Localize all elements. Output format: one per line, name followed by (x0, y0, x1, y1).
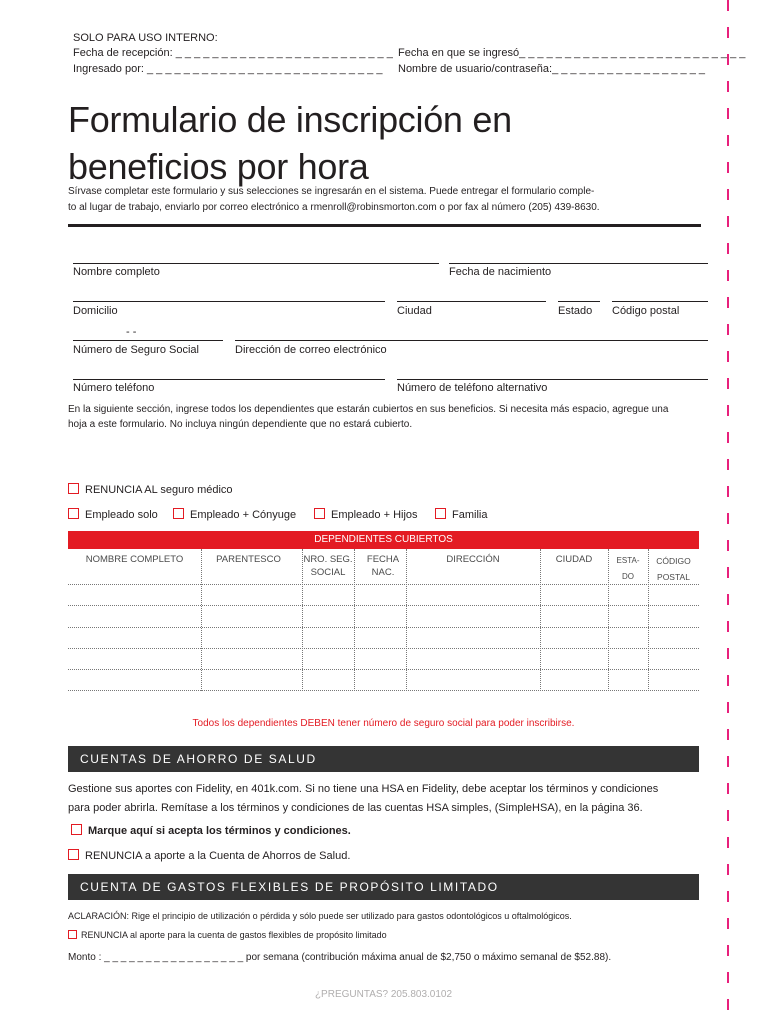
received-date-field[interactable]: Fecha de recepción: _ _ _ _ _ _ _ _ _ _ _ _ _ _ _ _ _ _ _ _ _ _ _ _ (73, 47, 393, 59)
intro-text-line-2: to al lugar de trabajo, enviarlo por correo electrónico a rmenroll@robinsmorton.com o por fax al número (205) 439-8630. (68, 202, 600, 213)
col-header-city: CIUDAD (555, 554, 593, 565)
questions-phone: ¿PREGUNTAS? 205.803.0102 (314, 989, 453, 1000)
col-header-state-line-2: DO (622, 572, 634, 581)
employee-only-label: Empleado solo (85, 509, 158, 521)
full-name-label: Nombre completo (73, 266, 160, 278)
waive-medical-option[interactable] (68, 483, 233, 497)
dependents-table-title: DEPENDIENTES CUBIERTOS (68, 531, 699, 549)
hsa-accept-checkbox[interactable] (71, 824, 82, 835)
col-header-zip-line-2: POSTAL (657, 572, 690, 582)
date-entered-field[interactable]: Fecha en que se ingresó_ _ _ _ _ _ _ _ _ _ _ _ _ _ _ _ _ _ _ _ _ _ _ _ _ (398, 47, 746, 59)
fsa-waive-checkbox[interactable] (68, 930, 77, 939)
title-divider (68, 224, 701, 227)
col-header-dob-line-2: NAC. (371, 567, 395, 578)
page-title-line-2: beneficios por hora (68, 146, 369, 187)
page-title-line-1: Formulario de inscripción en (68, 99, 512, 140)
employee-children-label: Empleado + Hijos (331, 509, 418, 521)
hsa-accept-label: Marque aquí si acepta los términos y condiciones. (88, 825, 351, 837)
zip-label: Código postal (612, 305, 680, 317)
col-header-dob-line-1: FECHA (366, 554, 400, 565)
waive-medical-checkbox[interactable] (68, 483, 79, 494)
col-header-dob (360, 553, 406, 579)
hsa-waive-label: RENUNCIA a aporte a la Cuenta de Ahorros de Salud. (85, 850, 351, 862)
table-row[interactable] (68, 669, 699, 670)
birth-date-line[interactable] (449, 263, 708, 264)
employee-only-option[interactable] (68, 508, 158, 522)
family-label: Familia (452, 509, 488, 521)
hsa-accept-option[interactable] (71, 824, 351, 838)
ssn-required-warning: Todos los dependientes DEBEN tener número de seguro social para poder inscribirse. (192, 718, 575, 729)
phone-line[interactable] (73, 379, 385, 380)
fsa-clarification: ACLARACIÓN: Rige el principio de utilización o pérdida y sólo puede ser utilizado para gastos odontológicos u oftalmológicos. (68, 911, 572, 921)
ssn-label: Número de Seguro Social (73, 344, 199, 356)
employee-children-option[interactable] (314, 508, 418, 522)
table-row[interactable] (68, 605, 699, 606)
family-option[interactable] (435, 508, 487, 522)
table-row[interactable] (68, 627, 699, 628)
employee-only-checkbox[interactable] (68, 508, 79, 519)
col-header-address: DIRECCIÓN (446, 554, 500, 565)
col-header-zip-line-1: CÓDIGO (656, 556, 691, 566)
employee-spouse-label: Empleado + Cónyuge (190, 509, 297, 521)
page-title (68, 96, 512, 190)
hsa-text-line-2: para poder abrirla. Remítase a los términos y condiciones de las cuentas HSA simples, (SimpleHSA), en la página 36. (68, 802, 643, 814)
alt-phone-line[interactable] (397, 379, 708, 380)
alt-phone-label: Número de teléfono alternativo (397, 382, 548, 394)
col-header-state (608, 553, 648, 585)
col-header-state-line-1: ESTA- (616, 556, 640, 565)
ssn-dashes: - - (126, 326, 137, 338)
dependents-note-line-2: hoja a este formulario. No incluya ningún dependiente que no estará cubierto. (68, 419, 413, 430)
col-header-ssn-line-2: SOCIAL (310, 567, 346, 578)
col-header-zip (648, 553, 699, 585)
col-header-ssn-line-1: NRO. SEG. (303, 554, 353, 565)
birth-date-label: Fecha de nacimiento (449, 266, 552, 278)
zip-line[interactable] (612, 301, 708, 302)
hsa-section-header: CUENTAS DE AHORRO DE SALUD (68, 746, 699, 772)
table-row[interactable] (68, 648, 699, 649)
employee-spouse-checkbox[interactable] (173, 508, 184, 519)
entered-by-field[interactable]: Ingresado por: _ _ _ _ _ _ _ _ _ _ _ _ _ _ _ _ _ _ _ _ _ _ _ _ _ _ (73, 63, 383, 75)
username-password-field[interactable]: Nombre de usuario/contraseña:_ _ _ _ _ _ _ _ _ _ _ _ _ _ _ _ _ (398, 63, 705, 75)
state-line[interactable] (558, 301, 600, 302)
table-row[interactable] (68, 584, 699, 585)
address-label: Domicilio (73, 305, 118, 317)
ssn-line[interactable] (73, 340, 223, 341)
fsa-waive-option[interactable] (68, 929, 387, 941)
email-label: Dirección de correo electrónico (235, 344, 387, 356)
waive-medical-label: RENUNCIA AL seguro médico (85, 484, 233, 496)
hsa-text-line-1: Gestione sus aportes con Fidelity, en 401k.com. Si no tiene una HSA en Fidelity, debe aceptar los términos y condiciones (68, 783, 659, 795)
fsa-waive-label: RENUNCIA al aporte para la cuenta de gastos flexibles de propósito limitado (81, 930, 387, 940)
hsa-waive-checkbox[interactable] (68, 849, 79, 860)
employee-spouse-option[interactable] (173, 508, 296, 522)
col-header-ssn (302, 553, 354, 579)
address-line[interactable] (73, 301, 385, 302)
fsa-amount-field[interactable]: Monto : _ _ _ _ _ _ _ _ _ _ _ _ _ _ _ _ _ por semana (contribución máxima anual de $2,750 o máximo semanal de $52.88). (68, 952, 612, 963)
employee-children-checkbox[interactable] (314, 508, 325, 519)
city-line[interactable] (397, 301, 546, 302)
full-name-line[interactable] (73, 263, 439, 264)
col-header-relation: PARENTESCO (216, 554, 281, 565)
city-label: Ciudad (397, 305, 432, 317)
dependents-note-line-1: En la siguiente sección, ingrese todos los dependientes que estarán cubiertos en sus beneficios. Si necesita más espacio, agregue una (68, 404, 669, 415)
state-label: Estado (558, 305, 593, 317)
hsa-waive-option[interactable] (68, 849, 350, 863)
email-line[interactable] (235, 340, 708, 341)
intro-text-line-1: Sírvase completar este formulario y sus selecciones se ingresarán en el sistema. Puede entregar el formulario comple- (68, 186, 595, 197)
internal-use-heading: SOLO PARA USO INTERNO: (73, 32, 218, 44)
family-checkbox[interactable] (435, 508, 446, 519)
col-header-name: NOMBRE COMPLETO (85, 554, 184, 565)
table-row[interactable] (68, 690, 699, 691)
phone-label: Número teléfono (73, 382, 155, 394)
fsa-section-header: CUENTA DE GASTOS FLEXIBLES DE PROPÓSITO LIMITADO (68, 874, 699, 900)
